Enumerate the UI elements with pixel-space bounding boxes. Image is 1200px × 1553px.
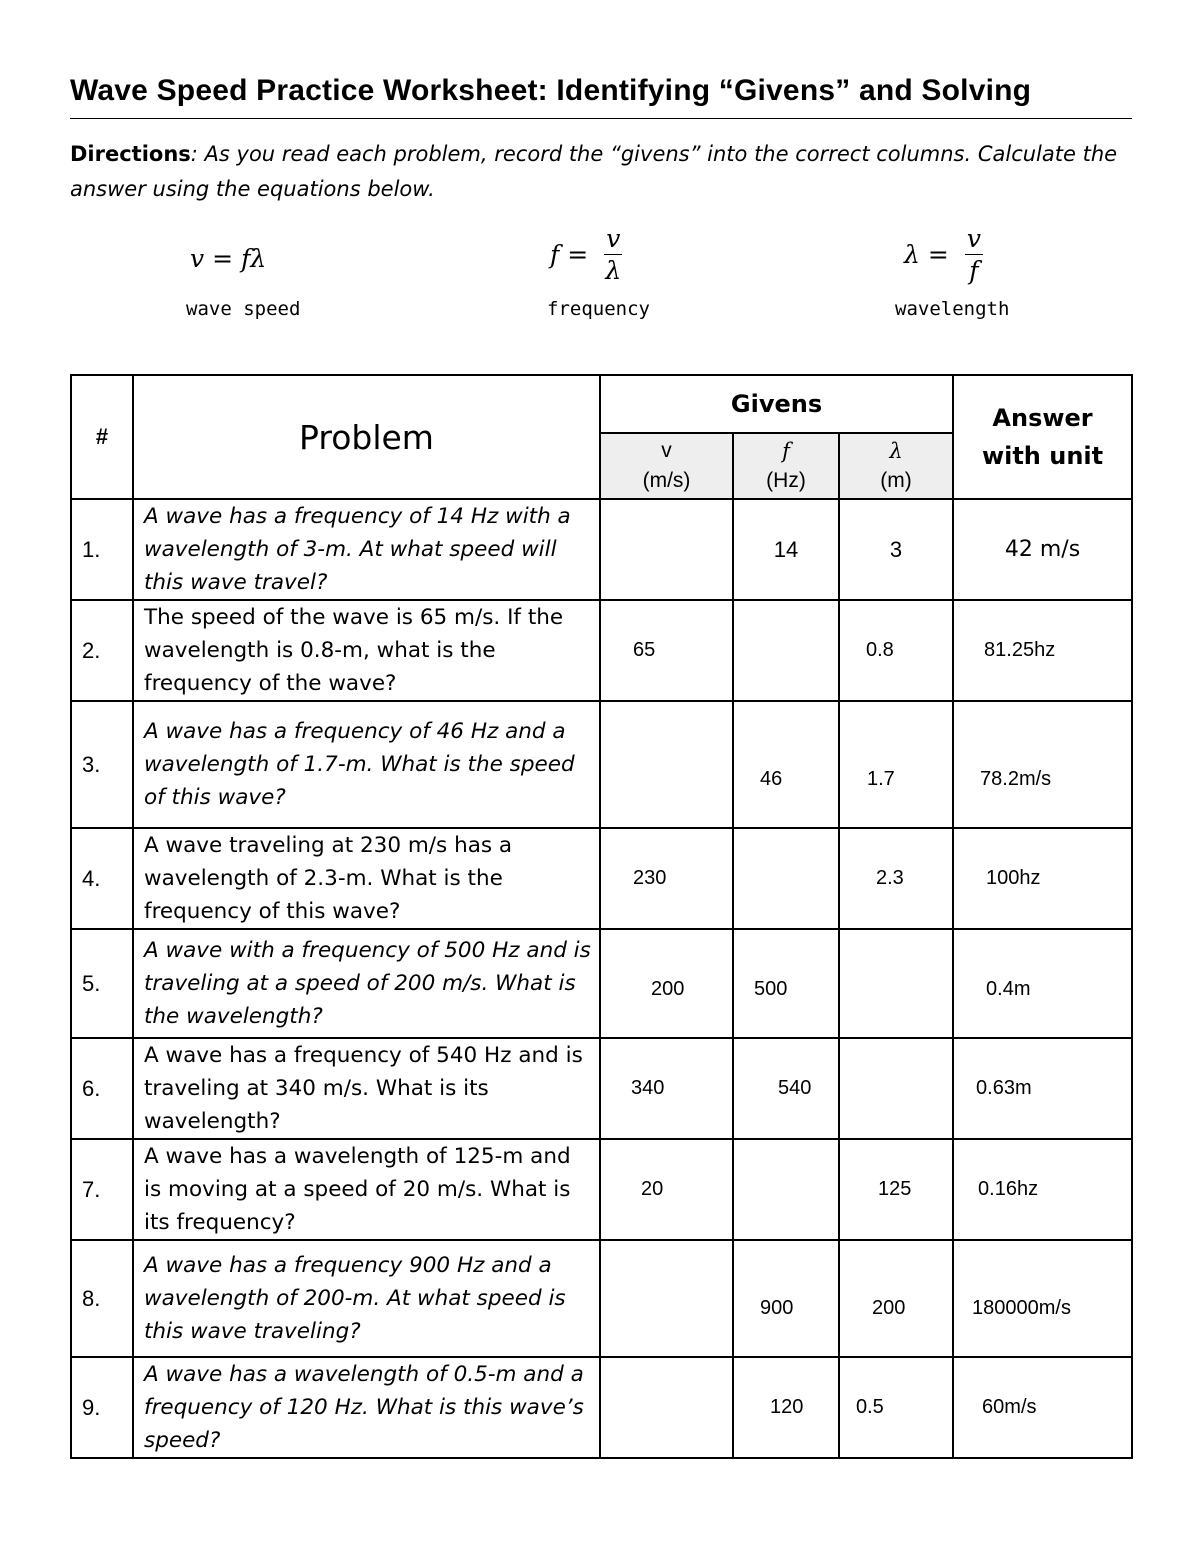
row-f[interactable]: 46 [733, 701, 839, 828]
header-lambda-symbol: λ [889, 439, 903, 463]
problems-table [70, 374, 1133, 1459]
row-answer[interactable]: 60m/s [953, 1357, 1132, 1458]
row-f[interactable]: 120 [733, 1357, 839, 1458]
row-problem: A wave has a frequency of 14 Hz with a wavelength of 3-m. At what speed will this wave travel? [133, 499, 600, 600]
row-lambda[interactable]: 1.7 [839, 701, 953, 828]
row-problem: A wave has a wavelength of 125-m and is moving at a speed of 20 m/s. What is its frequency? [133, 1139, 600, 1240]
table-row [71, 701, 1132, 828]
row-number: 8. [71, 1240, 133, 1357]
row-f[interactable]: 500 [733, 929, 839, 1038]
row-lambda[interactable]: 2.3 [839, 828, 953, 929]
table-row [71, 499, 1132, 600]
row-lambda[interactable] [839, 1038, 953, 1139]
page-title: Wave Speed Practice Worksheet: Identifying “Givens” and Solving [70, 74, 1032, 107]
row-v[interactable] [600, 1240, 733, 1357]
table-row [71, 1139, 1132, 1240]
row-lambda[interactable]: 125 [839, 1139, 953, 1240]
eq1-rhs: fλ [241, 244, 267, 273]
header-v-unit: (m/s) [642, 469, 691, 492]
row-problem: A wave has a wavelength of 0.5-m and a frequency of 120 Hz. What is this wave’s speed? [133, 1357, 600, 1458]
row-v[interactable]: 230 [600, 828, 733, 929]
header-answer-line2: with unit [981, 442, 1104, 470]
row-answer[interactable]: 180000m/s [953, 1240, 1132, 1357]
title-divider [70, 118, 1132, 119]
row-problem: A wave has a frequency of 46 Hz and a wavelength of 1.7-m. What is the speed of this wave? [133, 701, 600, 828]
row-number: 6. [71, 1038, 133, 1139]
row-v[interactable]: 20 [600, 1139, 733, 1240]
eq3-op: = [927, 240, 949, 269]
caption-wavelength: wavelength [895, 298, 1010, 320]
row-lambda[interactable]: 200 [839, 1240, 953, 1357]
eq2-fraction [604, 226, 622, 283]
row-lambda[interactable] [839, 929, 953, 1038]
header-f-unit: (Hz) [766, 469, 806, 492]
eq2-denominator: λ [605, 256, 622, 285]
row-problem: The speed of the wave is 65 m/s. If the wavelength is 0.8-m, what is the frequency of the wave? [133, 600, 600, 701]
row-v[interactable] [600, 701, 733, 828]
caption-wave-speed: wave speed [186, 298, 301, 320]
eq2-lhs: f [550, 240, 560, 269]
header-v-symbol: v [661, 439, 672, 462]
header-v [600, 433, 733, 499]
row-number: 3. [71, 701, 133, 828]
eq3-fraction [965, 226, 983, 283]
row-answer[interactable]: 0.4m [953, 929, 1132, 1038]
eq2-numerator: v [606, 224, 621, 253]
row-problem: A wave has a frequency 900 Hz and a wavelength of 200-m. At what speed is this wave traveling? [133, 1240, 600, 1357]
header-givens: Givens [600, 375, 953, 433]
directions-text: : As you read each problem, record the “givens” into the correct columns. Calculate the answer using the equations below. [70, 142, 1118, 201]
row-number: 9. [71, 1357, 133, 1458]
equation-wavelength [904, 226, 983, 283]
header-lambda-unit: (m) [880, 469, 912, 492]
row-v[interactable] [600, 499, 733, 600]
header-row [71, 375, 1132, 433]
row-answer[interactable]: 42 m/s [953, 499, 1132, 600]
row-v[interactable]: 340 [600, 1038, 733, 1139]
row-lambda[interactable]: 0.5 [839, 1357, 953, 1458]
row-v[interactable] [600, 1357, 733, 1458]
directions [70, 137, 1140, 207]
directions-label: Directions [70, 142, 191, 166]
eq1-op: = [212, 244, 234, 273]
row-problem: A wave traveling at 230 m/s has a wavelength of 2.3-m. What is the frequency of this wave? [133, 828, 600, 929]
row-answer[interactable]: 78.2m/s [953, 701, 1132, 828]
row-f[interactable]: 14 [733, 499, 839, 600]
header-answer-line1: Answer [992, 404, 1093, 432]
equation-wave-speed [190, 244, 266, 273]
row-answer[interactable]: 0.63m [953, 1038, 1132, 1139]
eq1-lhs: v [190, 244, 205, 273]
row-v[interactable]: 65 [600, 600, 733, 701]
eq2-op: = [567, 240, 589, 269]
row-f[interactable] [733, 600, 839, 701]
row-f[interactable]: 900 [733, 1240, 839, 1357]
row-answer[interactable]: 81.25hz [953, 600, 1132, 701]
row-number: 1. [71, 499, 133, 600]
eq3-lhs: λ [904, 240, 920, 269]
row-lambda[interactable]: 0.8 [839, 600, 953, 701]
eq3-denominator: f [969, 256, 979, 285]
row-number: 7. [71, 1139, 133, 1240]
row-v[interactable]: 200 [600, 929, 733, 1038]
table-row [71, 828, 1132, 929]
table-row [71, 1240, 1132, 1357]
row-number: 5. [71, 929, 133, 1038]
caption-frequency: frequency [547, 298, 650, 320]
row-answer[interactable]: 0.16hz [953, 1139, 1132, 1240]
table-row [71, 600, 1132, 701]
row-answer[interactable]: 100hz [953, 828, 1132, 929]
equation-frequency [550, 226, 622, 283]
row-f[interactable] [733, 1139, 839, 1240]
header-answer [953, 375, 1132, 499]
header-problem: Problem [133, 375, 600, 499]
row-problem: A wave has a frequency of 540 Hz and is traveling at 340 m/s. What is its wavelength? [133, 1038, 600, 1139]
table-row [71, 1357, 1132, 1458]
header-number: # [71, 375, 133, 499]
row-number: 4. [71, 828, 133, 929]
header-f [733, 433, 839, 499]
table-row [71, 929, 1132, 1038]
table-row [71, 1038, 1132, 1139]
eq3-numerator: v [966, 224, 981, 253]
row-problem: A wave with a frequency of 500 Hz and is traveling at a speed of 200 m/s. What is the wavelength? [133, 929, 600, 1038]
header-lambda [839, 433, 953, 499]
row-f[interactable] [733, 828, 839, 929]
row-number: 2. [71, 600, 133, 701]
row-f[interactable]: 540 [733, 1038, 839, 1139]
header-f-symbol: f [782, 439, 790, 463]
row-lambda[interactable]: 3 [839, 499, 953, 600]
